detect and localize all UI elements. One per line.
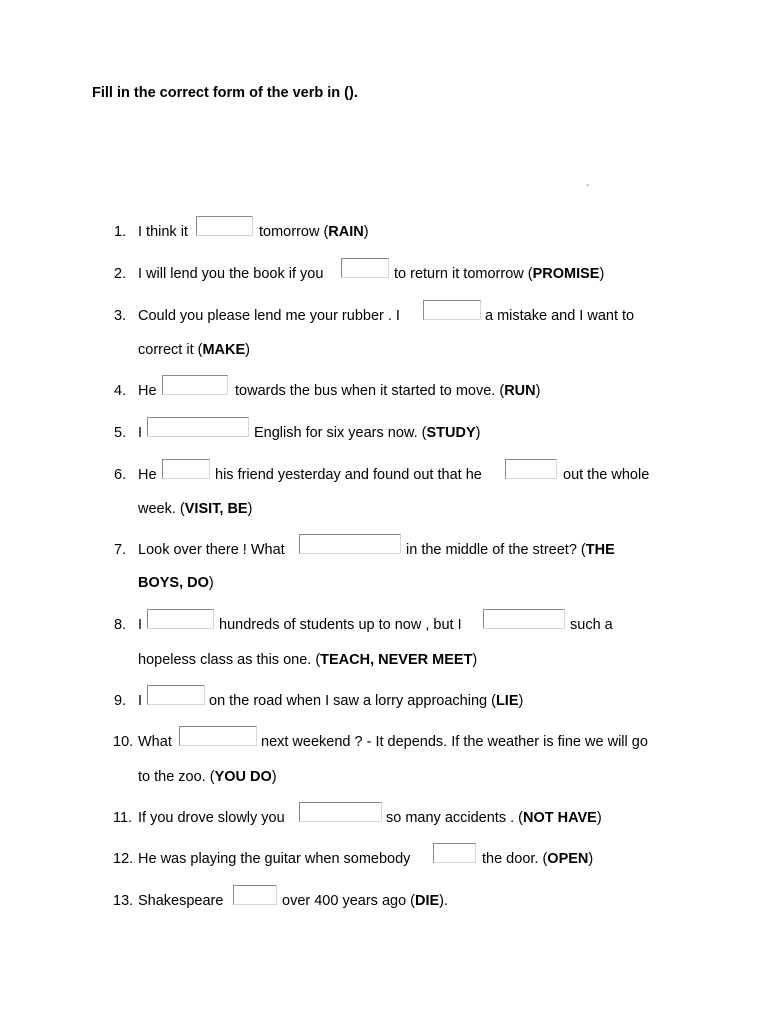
item-number: 4. [114,383,127,399]
sentence-text: ) [247,501,253,517]
answer-field[interactable] [162,375,228,395]
exercise-line [0,732,768,752]
exercise-line [0,650,768,670]
sentence-text: out the whole [563,467,650,483]
sentence-text: to return it tomorrow ( [394,266,533,282]
sentence-text: next weekend ? - It depends. If the weather is fine we will go [261,734,648,750]
item-number: 3. [114,308,127,324]
sentence-text: tomorrow ( [259,224,329,240]
item-number: 6. [114,467,127,483]
exercise-line [0,849,768,869]
answer-field[interactable] [299,534,401,554]
verb-hint: RAIN [328,224,364,240]
answer-field[interactable] [233,885,277,905]
answer-field[interactable] [299,802,382,822]
verb-hint: OPEN [547,851,589,867]
sentence-text: ) [596,810,602,826]
page-title: Fill in the correct form of the verb in (). [92,85,358,101]
exercise-line [0,891,768,911]
exercise-line [0,499,768,519]
exercise-line [0,381,768,401]
answer-field[interactable] [341,258,389,278]
answer-field[interactable] [179,726,257,746]
verb-hint: PROMISE [532,266,600,282]
item-number: 2. [114,266,127,282]
sentence-text: the door. ( [482,851,548,867]
exercise-line [0,540,768,560]
verb-hint: VISIT, BE [184,501,248,517]
verb-hint: DIE [415,893,440,909]
sentence-text: towards the bus when it started to move. ( [235,383,505,399]
sentence-text: Shakespeare [138,893,224,909]
item-number: 12. [113,851,134,867]
sentence-text: a mistake and I want to [485,308,635,324]
sentence-text: If you drove slowly you [138,810,285,826]
answer-field[interactable] [433,843,476,863]
sentence-text: He [138,467,157,483]
sentence-text: ) [363,224,369,240]
sentence-text: What [138,734,172,750]
sentence-text: to the zoo. ( [138,769,215,785]
sentence-text: such a [570,617,613,633]
sentence-text: hundreds of students up to now , but I [219,617,462,633]
exercise-line [0,465,768,485]
item-number: 11. [113,810,133,826]
item-number: 10. [113,734,134,750]
item-number: 13. [113,893,134,909]
answer-field[interactable] [147,417,249,437]
item-number: 9. [114,693,127,709]
sentence-text: ). [439,893,449,909]
sentence-text: ) [271,769,277,785]
sentence-text: in the middle of the street? ( [406,542,586,558]
item-number: 7. [114,542,127,558]
sentence-text: He [138,383,157,399]
sentence-text: ) [245,342,250,358]
sentence-text: I will lend you the book if you [138,266,324,282]
sentence-text: I think it [138,224,188,240]
sentence-text: ) [588,851,594,867]
verb-hint: BOYS, DO [138,575,209,591]
item-number: 1. [114,224,127,240]
exercise-line [0,767,768,787]
verb-hint: RUN [504,383,536,399]
exercise-line [0,691,768,711]
sentence-text: English for six years now. ( [254,425,427,441]
verb-hint: YOU DO [214,769,272,785]
sentence-text: correct it ( [138,342,203,358]
sentence-text: week. ( [138,501,185,517]
sentence-text: on the road when I saw a lorry approaching ( [209,693,496,709]
verb-hint: NOT HAVE [523,810,597,826]
sentence-text: his friend yesterday and found out that he [215,467,482,483]
answer-field[interactable] [162,459,210,479]
exercise-line [0,264,768,284]
sentence-text: I [138,425,143,441]
item-number: 8. [114,617,127,633]
verb-hint: THE [585,542,615,558]
exercise-line [0,222,768,242]
exercise-line [0,808,768,828]
sentence-text: ) [535,383,541,399]
verb-hint: STUDY [426,425,476,441]
sentence-text: I [138,693,143,709]
sentence-text: ) [518,693,524,709]
exercise-line [0,615,768,635]
sentence-text: Look over there ! What [138,542,285,558]
sentence-text: I [138,617,143,633]
sentence-text: He was playing the guitar when somebody [138,851,411,867]
answer-field[interactable] [147,685,205,705]
stray-mark: - [586,180,590,191]
sentence-text: so many accidents . ( [386,810,523,826]
answer-field[interactable] [423,300,481,320]
exercise-line [0,423,768,443]
answer-field[interactable] [505,459,557,479]
exercise-line [0,573,768,593]
verb-hint: MAKE [202,342,246,358]
answer-field[interactable] [196,216,253,236]
sentence-text: Could you please lend me your rubber . I [138,308,400,324]
verb-hint: LIE [495,693,519,709]
exercise-line [0,306,768,326]
answer-field[interactable] [483,609,565,629]
sentence-text: ) [208,575,214,591]
exercise-line [0,340,768,360]
sentence-text: ) [475,425,481,441]
sentence-text: ) [472,652,478,668]
answer-field[interactable] [147,609,214,629]
item-number: 5. [114,425,127,441]
sentence-text: hopeless class as this one. ( [138,652,321,668]
sentence-text: over 400 years ago ( [282,893,415,909]
sentence-text: ) [599,266,605,282]
verb-hint: TEACH, NEVER MEET [320,652,473,668]
